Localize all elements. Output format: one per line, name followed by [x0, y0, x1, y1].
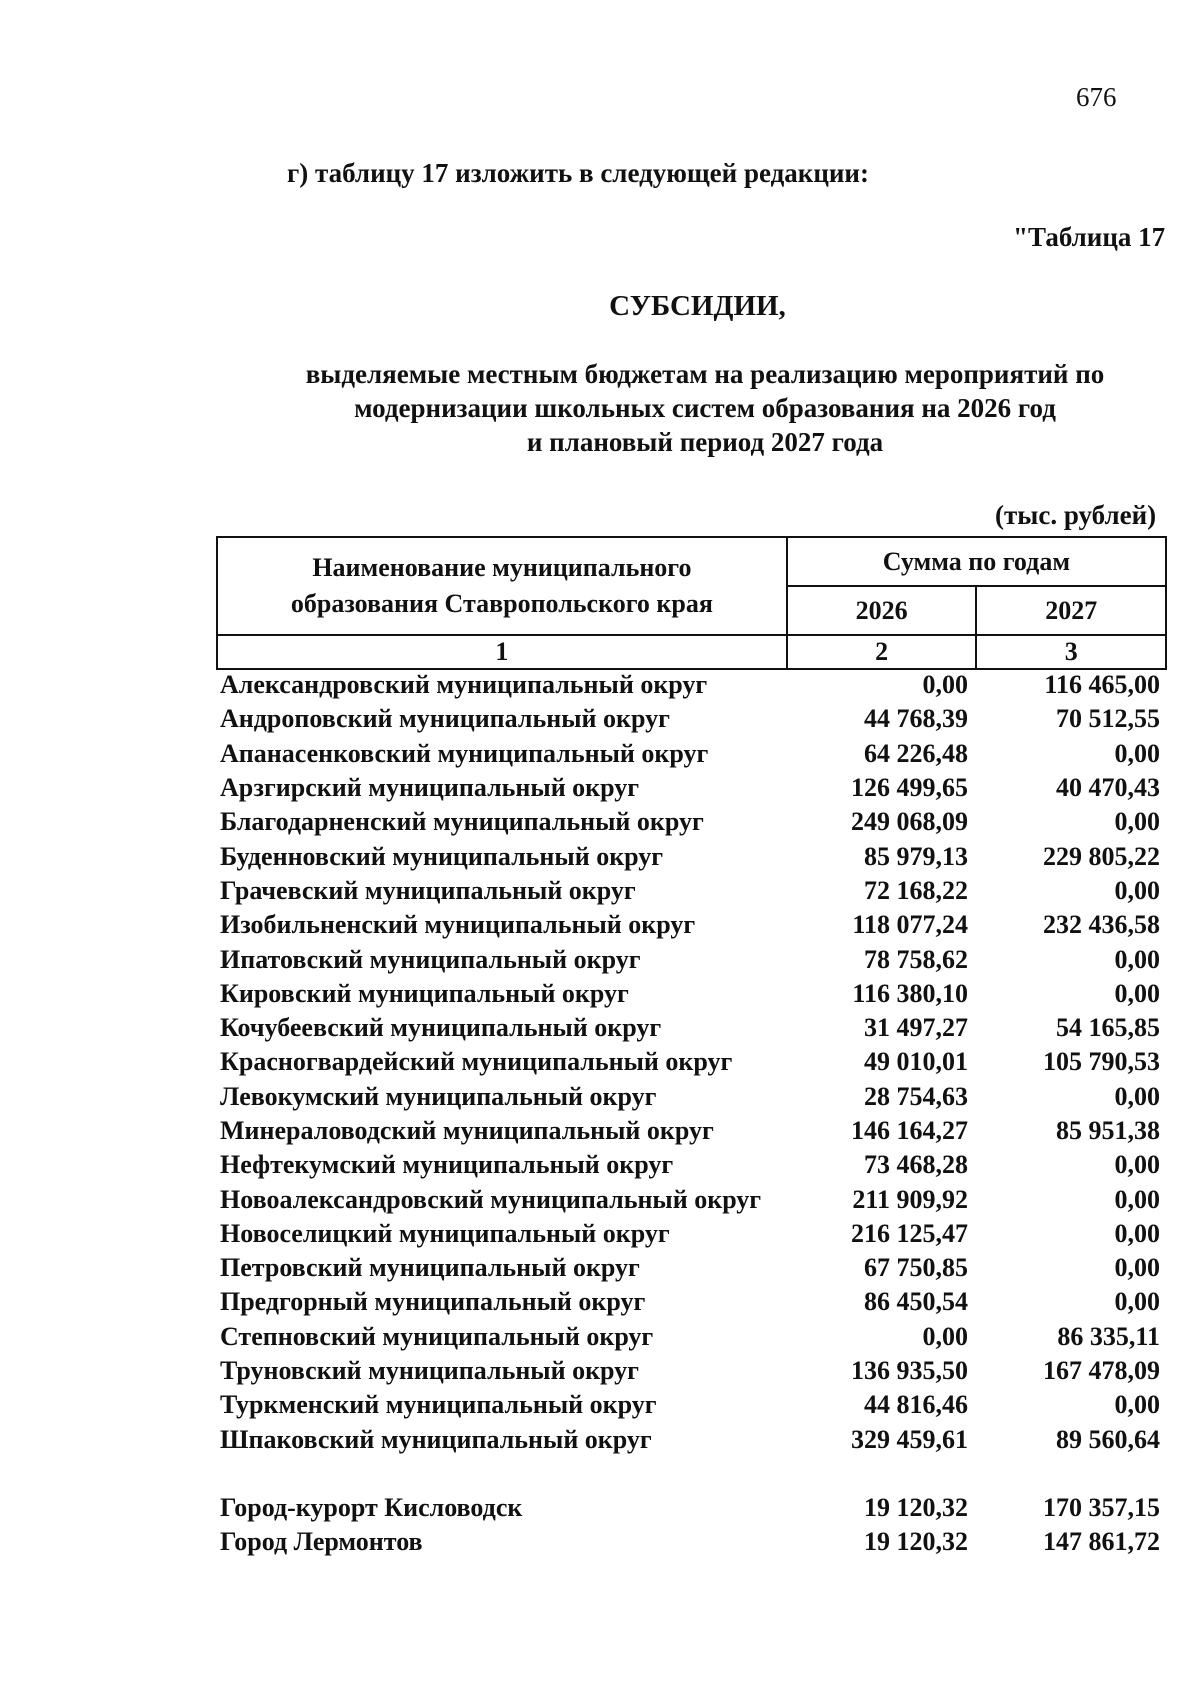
table-row [220, 1285, 1160, 1319]
value-2026: 216 125,47 [851, 1218, 968, 1248]
subtitle-line: выделяемые местным бюджетам на реализацию мероприятий по [305, 359, 1105, 389]
row-name: Степновский муниципальный округ [220, 1321, 654, 1351]
column-index-3: 3 [976, 635, 1166, 669]
row-name: Левокумский муниципальный округ [220, 1081, 657, 1111]
table-label: "Таблица 17 [1013, 222, 1166, 252]
value-2027: 0,00 [1114, 978, 1160, 1008]
row-name: Кировский муниципальный округ [220, 978, 629, 1008]
value-2027: 54 165,85 [1056, 1013, 1160, 1043]
value-2026: 31 497,27 [864, 1013, 968, 1043]
value-2026: 329 459,61 [851, 1424, 968, 1454]
table-row [220, 771, 1160, 805]
value-2026: 85 979,13 [864, 841, 968, 871]
value-2026: 72 168,22 [864, 875, 968, 905]
table-row [220, 1045, 1160, 1079]
value-2026: 78 758,62 [864, 944, 968, 974]
table-row [220, 702, 1160, 736]
value-2027: 89 560,64 [1056, 1424, 1160, 1454]
row-name: Нефтекумский муниципальный округ [220, 1150, 674, 1180]
table-row [220, 1423, 1160, 1457]
value-2027: 0,00 [1114, 1150, 1160, 1180]
value-2026: 136 935,50 [851, 1356, 968, 1386]
document-subtitle [260, 357, 1150, 459]
table-row [220, 1388, 1160, 1422]
row-name: Новоселицкий муниципальный округ [220, 1218, 670, 1248]
column-index-2: 2 [787, 635, 977, 669]
value-2027: 86 335,11 [1057, 1321, 1160, 1351]
value-2027: 40 470,43 [1056, 773, 1160, 803]
table-row [220, 1354, 1160, 1388]
value-2026: 19 120,32 [864, 1492, 968, 1522]
value-2026: 28 754,63 [864, 1081, 968, 1111]
value-2027: 232 436,58 [1043, 910, 1160, 940]
value-2026: 86 450,54 [864, 1287, 968, 1317]
value-2027: 85 951,38 [1056, 1116, 1160, 1145]
table-row [220, 668, 1160, 702]
row-name: Город-курорт Кисловодск [220, 1492, 523, 1522]
row-name: Изобильненский муниципальный округ [220, 910, 696, 940]
amendment-instruction: г) таблицу 17 изложить в следующей редакции: [287, 158, 869, 188]
page-number: 676 [1076, 82, 1117, 112]
value-2027: 229 805,22 [1043, 841, 1160, 871]
subtitle-line: модернизации школьных систем образования на 2026 год [354, 393, 1056, 423]
row-name: Андроповский муниципальный округ [220, 704, 670, 734]
row-name: Минераловодский муниципальный округ [220, 1116, 714, 1145]
table-row [220, 1251, 1160, 1285]
table-row [220, 908, 1160, 942]
value-2027: 0,00 [1114, 1218, 1160, 1248]
value-2026: 19 120,32 [864, 1527, 968, 1557]
value-2027: 170 357,15 [1043, 1492, 1160, 1522]
value-2027: 0,00 [1114, 1253, 1160, 1283]
units-label: (тыс. рублей) [995, 500, 1157, 530]
row-name: Буденновский муниципальный округ [220, 841, 664, 871]
row-name: Труновский муниципальный округ [220, 1356, 639, 1386]
row-name: Александровский муниципальный округ [220, 670, 708, 700]
table-row [220, 1525, 1160, 1559]
row-name: Город Лермонтов [220, 1527, 423, 1557]
value-2026: 44 816,46 [864, 1390, 968, 1420]
value-2026: 64 226,48 [864, 738, 968, 768]
row-spacer [220, 1457, 1160, 1491]
value-2027: 0,00 [1114, 1081, 1160, 1111]
row-name: Благодарненский муниципальный округ [220, 807, 704, 837]
row-name: Петровский муниципальный округ [220, 1253, 640, 1283]
table-row [220, 1320, 1160, 1354]
value-2026: 49 010,01 [864, 1047, 968, 1077]
column-index-1: 1 [217, 635, 787, 669]
table-row [220, 805, 1160, 839]
value-2027: 0,00 [1114, 1184, 1160, 1214]
table-row [220, 1011, 1160, 1045]
value-2027: 147 861,72 [1043, 1527, 1160, 1557]
table-row [220, 1080, 1160, 1114]
column-header-name [217, 537, 787, 635]
value-2027: 0,00 [1114, 875, 1160, 905]
table-row [220, 839, 1160, 873]
value-2026: 44 768,39 [864, 704, 968, 734]
value-2026: 0,00 [922, 670, 968, 700]
row-name: Туркменский муниципальный округ [220, 1390, 657, 1420]
column-header-year-2026: 2026 [787, 586, 977, 635]
table-row [220, 1114, 1160, 1148]
row-name: Кочубеевский муниципальный округ [220, 1013, 662, 1043]
value-2026: 249 068,09 [851, 807, 968, 837]
column-header-year-2027: 2027 [976, 586, 1166, 635]
value-2027: 105 790,53 [1043, 1047, 1160, 1077]
value-2026: 146 164,27 [851, 1116, 968, 1145]
value-2026: 126 499,65 [851, 773, 968, 803]
table-row [220, 1491, 1160, 1525]
table-row [220, 874, 1160, 908]
row-name: Ипатовский муниципальный округ [220, 944, 641, 974]
row-name: Грачевский муниципальный округ [220, 875, 636, 905]
row-name: Красногвардейский муниципальный округ [220, 1047, 733, 1077]
table-header [216, 536, 1167, 670]
value-2026: 0,00 [922, 1321, 968, 1351]
value-2027: 116 465,00 [1044, 670, 1160, 700]
data-table [220, 668, 1160, 1559]
value-2026: 116 380,10 [852, 978, 968, 1008]
document-title: СУБСИДИИ, [609, 290, 786, 322]
value-2027: 167 478,09 [1043, 1356, 1160, 1386]
value-2027: 70 512,55 [1056, 704, 1160, 734]
table-row [220, 977, 1160, 1011]
row-name: Шпаковский муниципальный округ [220, 1424, 652, 1454]
value-2026: 118 077,24 [852, 910, 968, 940]
column-header-name-line: Наименование муниципального [312, 553, 692, 582]
row-name: Арзгирский муниципальный округ [220, 773, 640, 803]
row-name: Предгорный муниципальный округ [220, 1287, 646, 1317]
value-2026: 211 909,92 [852, 1184, 968, 1214]
value-2027: 0,00 [1114, 1287, 1160, 1317]
value-2026: 67 750,85 [864, 1253, 968, 1283]
value-2026: 73 468,28 [864, 1150, 968, 1180]
column-header-name-line: образования Ставропольского края [290, 589, 713, 618]
row-name: Новоалександровский муниципальный округ [220, 1184, 762, 1214]
table-row [220, 1148, 1160, 1182]
column-header-sum: Сумма по годам [787, 537, 1166, 586]
table-row [220, 737, 1160, 771]
value-2027: 0,00 [1114, 807, 1160, 837]
value-2027: 0,00 [1114, 1390, 1160, 1420]
table-row [220, 1217, 1160, 1251]
table-row [220, 942, 1160, 976]
row-name: Апанасенковский муниципальный округ [220, 738, 709, 768]
value-2027: 0,00 [1114, 738, 1160, 768]
table-row [220, 1182, 1160, 1216]
subtitle-line: и плановый период 2027 года [526, 427, 884, 457]
value-2027: 0,00 [1114, 944, 1160, 974]
